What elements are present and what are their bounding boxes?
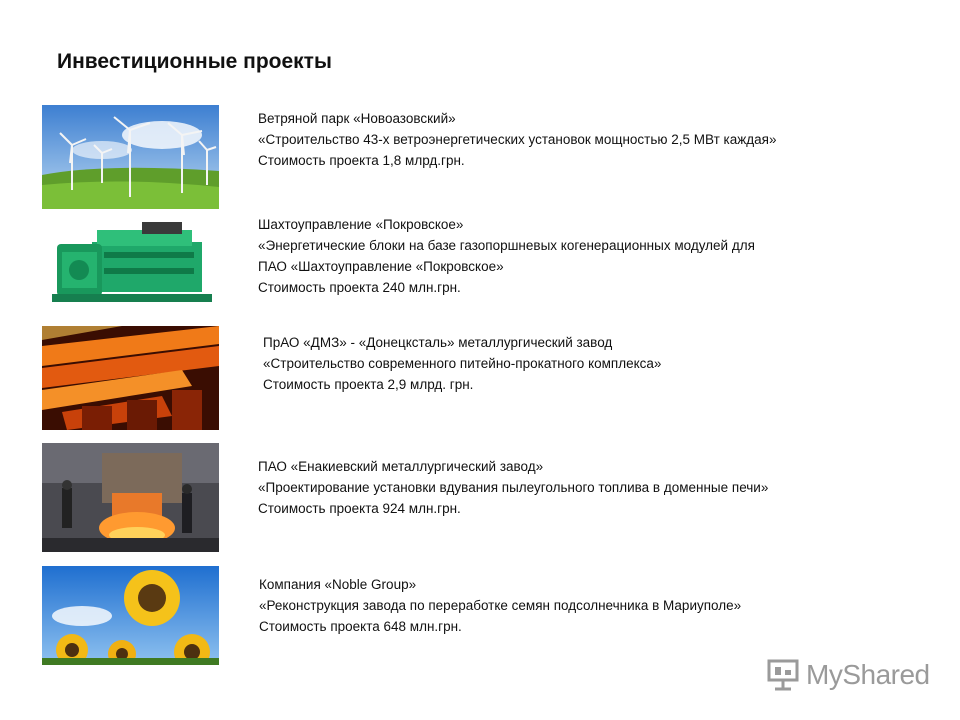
myshared-logo bbox=[766, 655, 930, 695]
project-description: «Строительство 43-х ветроэнергетических установок мощностью 2,5 МВт каждая» bbox=[258, 132, 777, 147]
project-name: Компания «Noble Group» bbox=[259, 577, 417, 592]
hot-steel-image bbox=[42, 326, 219, 430]
project-5-text bbox=[259, 574, 741, 637]
project-cost: Стоимость проекта 924 млн.грн. bbox=[258, 501, 461, 516]
wind-turbines-image bbox=[42, 105, 219, 209]
project-description-continued: ПАО «Шахтоуправление «Покровское» bbox=[258, 259, 504, 274]
project-cost: Стоимость проекта 240 млн.грн. bbox=[258, 280, 461, 295]
project-1-text bbox=[258, 108, 776, 171]
project-description: «Строительство современного питейно-прокатного комплекса» bbox=[263, 356, 662, 371]
project-cost: Стоимость проекта 648 млн.грн. bbox=[259, 619, 462, 634]
watermark-text: MyShared bbox=[806, 659, 930, 690]
project-name: Ветряной парк «Новоазовский» bbox=[258, 111, 456, 126]
project-cost: Стоимость проекта 1,8 млрд.грн. bbox=[258, 153, 465, 168]
project-2-text bbox=[258, 214, 755, 298]
sunflowers-image bbox=[42, 566, 219, 665]
project-cost: Стоимость проекта 2,9 млрд. грн. bbox=[263, 377, 474, 392]
page-title: Инвестиционные проекты bbox=[57, 50, 332, 73]
project-description: «Проектирование установки вдувания пылеугольного топлива в доменные печи» bbox=[258, 480, 769, 495]
project-description: «Реконструкция завода по переработке семян подсолнечника в Мариуполе» bbox=[259, 598, 742, 613]
gas-generator-image bbox=[42, 212, 219, 316]
project-name: Шахтоуправление «Покровское» bbox=[258, 217, 464, 232]
project-name: ПАО «Енакиевский металлургический завод» bbox=[258, 459, 544, 474]
project-4-text bbox=[258, 456, 768, 519]
project-3-text bbox=[263, 332, 661, 395]
project-description: «Энергетические блоки на базе газопоршневых когенерационных модулей для bbox=[258, 238, 755, 253]
steel-workers-image bbox=[42, 443, 219, 552]
presentation-board-icon bbox=[766, 658, 800, 692]
project-name: ПрАО «ДМЗ» - «Донецксталь» металлургический завод bbox=[263, 335, 613, 350]
